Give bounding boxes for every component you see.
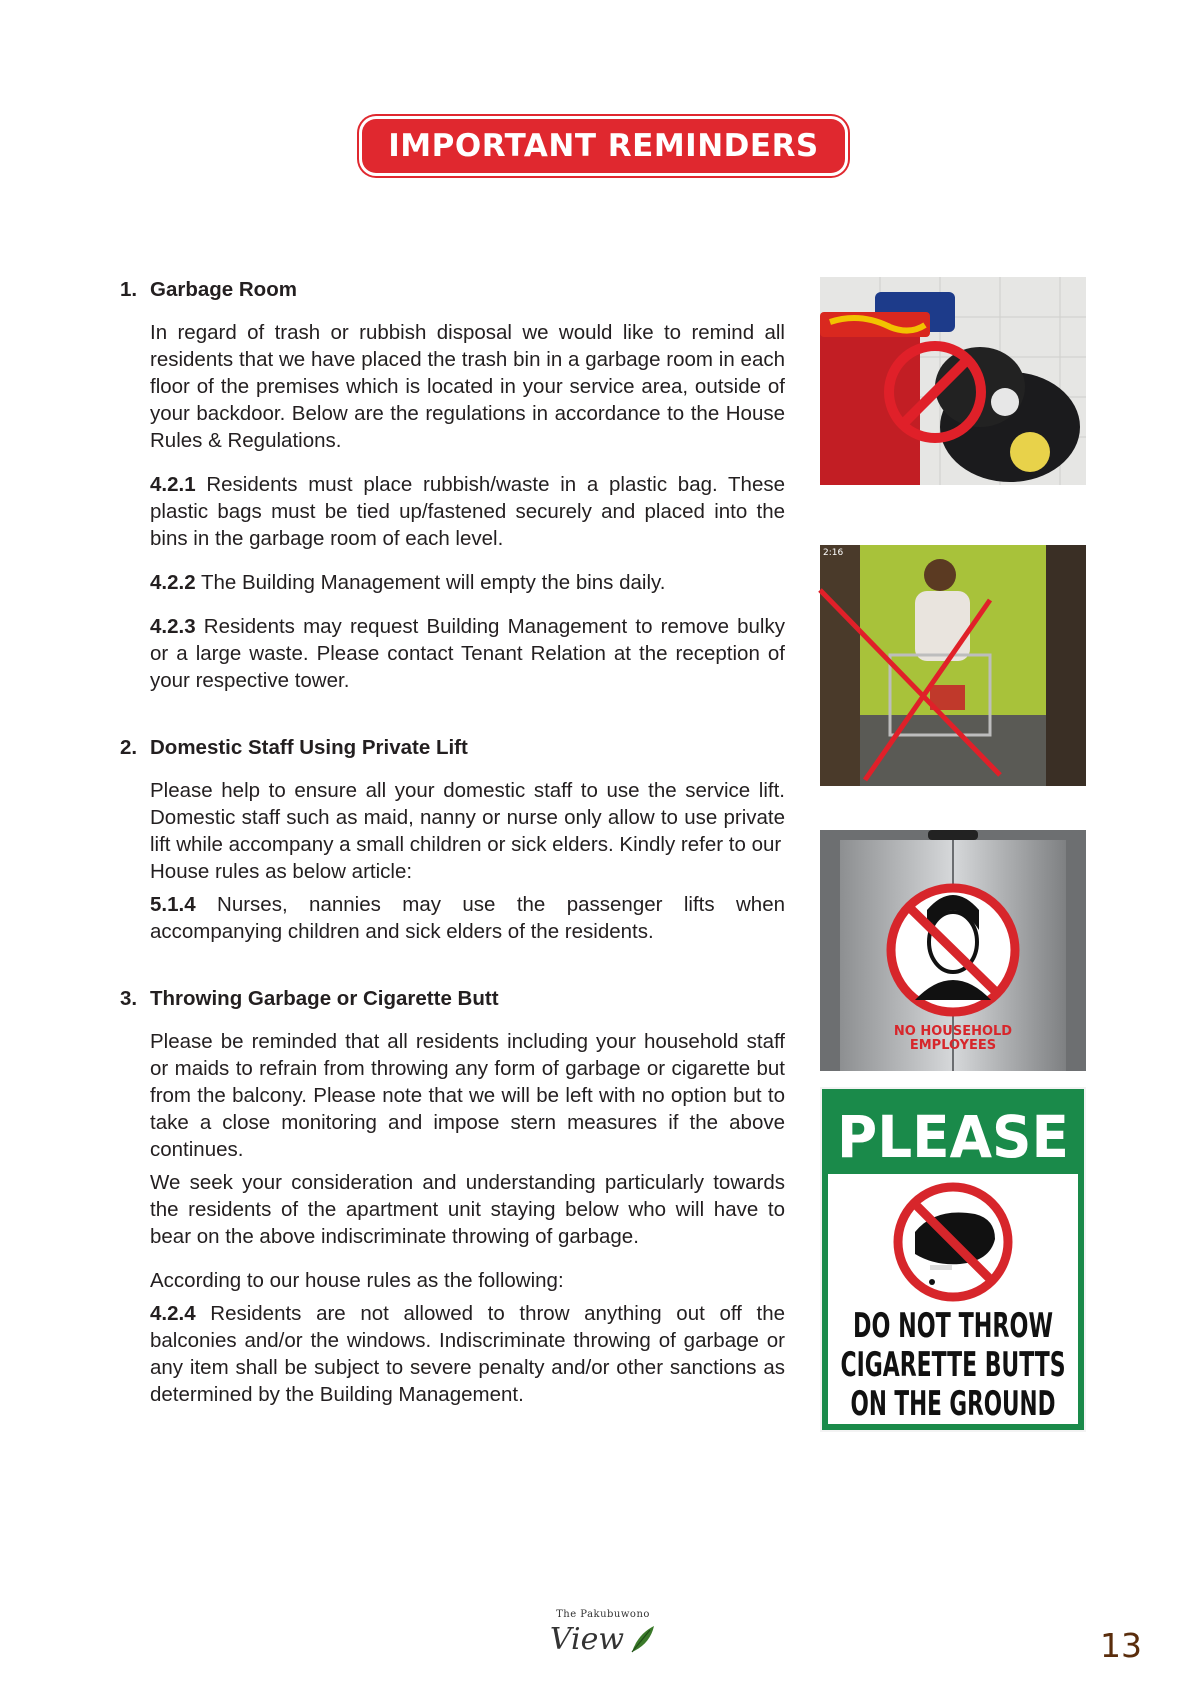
lift-sign-line-2: EMPLOYEES [909, 1038, 997, 1053]
please-sign-line-3: ON THE GROUND [850, 1384, 1056, 1424]
paragraph-text: Residents are not allowed to throw anything out off the balconies and/or the windows. Indiscriminate throwing of garbage or any item shall be subject to severe penalty and/or other sanctions as determined by the Building Management. [150, 1302, 785, 1406]
paragraph-text: In regard of trash or rubbish disposal we would like to remind all residents that we have placed the trash bin in a garbage room in each floor of the premises which is located in your service area, outside of your backdoor. Below are the regulations in accordance to the House Rules & Regulations. [150, 321, 785, 452]
section-heading [120, 276, 785, 303]
rule-code: 4.2.3 [150, 615, 196, 638]
cctv-timestamp: 2:16 [823, 548, 844, 558]
body-paragraph [150, 1028, 785, 1163]
section-body [150, 319, 785, 694]
please-sign-line-1: DO NOT THROW [853, 1306, 1053, 1346]
paragraph-text: The Building Management will empty the bins daily. [200, 571, 666, 594]
rule-paragraph [150, 613, 785, 694]
cctv-lift-photo [820, 545, 1086, 786]
section-number: 1. [120, 278, 138, 301]
please-sign-line-2: CIGARETTE BUTTS [840, 1345, 1066, 1385]
body-paragraph [150, 858, 785, 885]
rule-code: 4.2.4 [150, 1302, 196, 1325]
rule-code: 5.1.4 [150, 893, 196, 916]
rule-code: 4.2.1 [150, 473, 196, 496]
paragraph-text: Please help to ensure all your domestic staff to use the service lift. Domestic staff such as maid, nanny or nurse only allow to use private lift while accompany a small children or sick elders. Kindly refer to our [150, 779, 785, 856]
paragraph-text: Please be reminded that all residents including your household staff or maids to refrain from throwing any form of garbage or cigarette but from the balcony. Please note that we will be left with no option but to take a close monitoring and impose stern measures if the above continues. [150, 1030, 785, 1161]
body-paragraph [150, 777, 785, 858]
rule-paragraph [150, 891, 785, 945]
section-2 [120, 734, 785, 945]
paragraph-text: We seek your consideration and understanding particularly towards the residents of the apartment unit staying below who will have to bear on the above indiscriminate throwing of garbage. [150, 1171, 785, 1248]
banner-title: IMPORTANT REMINDERS [388, 128, 819, 164]
paragraph-text: Residents must place rubbish/waste in a plastic bag. These plastic bags must be tied up/fastened securely and placed into the bins in the garbage room of each level. [150, 473, 786, 550]
rule-paragraph [150, 569, 785, 596]
please-sign-header: PLEASE [837, 1103, 1069, 1171]
body-paragraph [150, 1267, 785, 1294]
section-title: Throwing Garbage or Cigarette Butt [150, 987, 499, 1010]
body-paragraph [150, 1169, 785, 1250]
section-1 [120, 276, 785, 694]
section-body [150, 777, 785, 945]
page-number: 13 [1100, 1626, 1142, 1665]
paragraph-text: According to our house rules as the following: [150, 1269, 564, 1292]
footer-logo [548, 1609, 658, 1679]
elevator-sign-image [820, 830, 1086, 1071]
section-heading [120, 734, 785, 761]
cigarette-sign-image [820, 1087, 1086, 1432]
section-3 [120, 985, 785, 1408]
main-content [120, 276, 785, 1448]
body-paragraph [150, 319, 785, 454]
section-body [150, 1028, 785, 1408]
lift-sign-line-1: NO HOUSEHOLD [893, 1024, 1013, 1039]
paragraph-text: Residents may request Building Management to remove bulky or a large waste. Please contact Tenant Relation at the reception of your respective tower. [150, 615, 785, 692]
section-number: 3. [120, 987, 138, 1010]
rule-paragraph [150, 1300, 785, 1408]
paragraph-text: House rules as below article: [150, 860, 413, 883]
logo-top-text: The Pakubuwono [556, 1609, 650, 1620]
section-number: 2. [120, 736, 138, 759]
rule-paragraph [150, 471, 785, 552]
section-title: Domestic Staff Using Private Lift [150, 736, 468, 759]
section-banner [362, 119, 845, 173]
leaf-icon [628, 1624, 656, 1654]
rule-code: 4.2.2 [150, 571, 196, 594]
logo-script-text: View [549, 1622, 625, 1657]
section-title: Garbage Room [150, 278, 297, 301]
paragraph-text: Nurses, nannies may use the passenger lifts when accompanying children and sick elders of the residents. [150, 893, 786, 943]
section-heading [120, 985, 785, 1012]
garbage-room-photo [820, 277, 1086, 485]
